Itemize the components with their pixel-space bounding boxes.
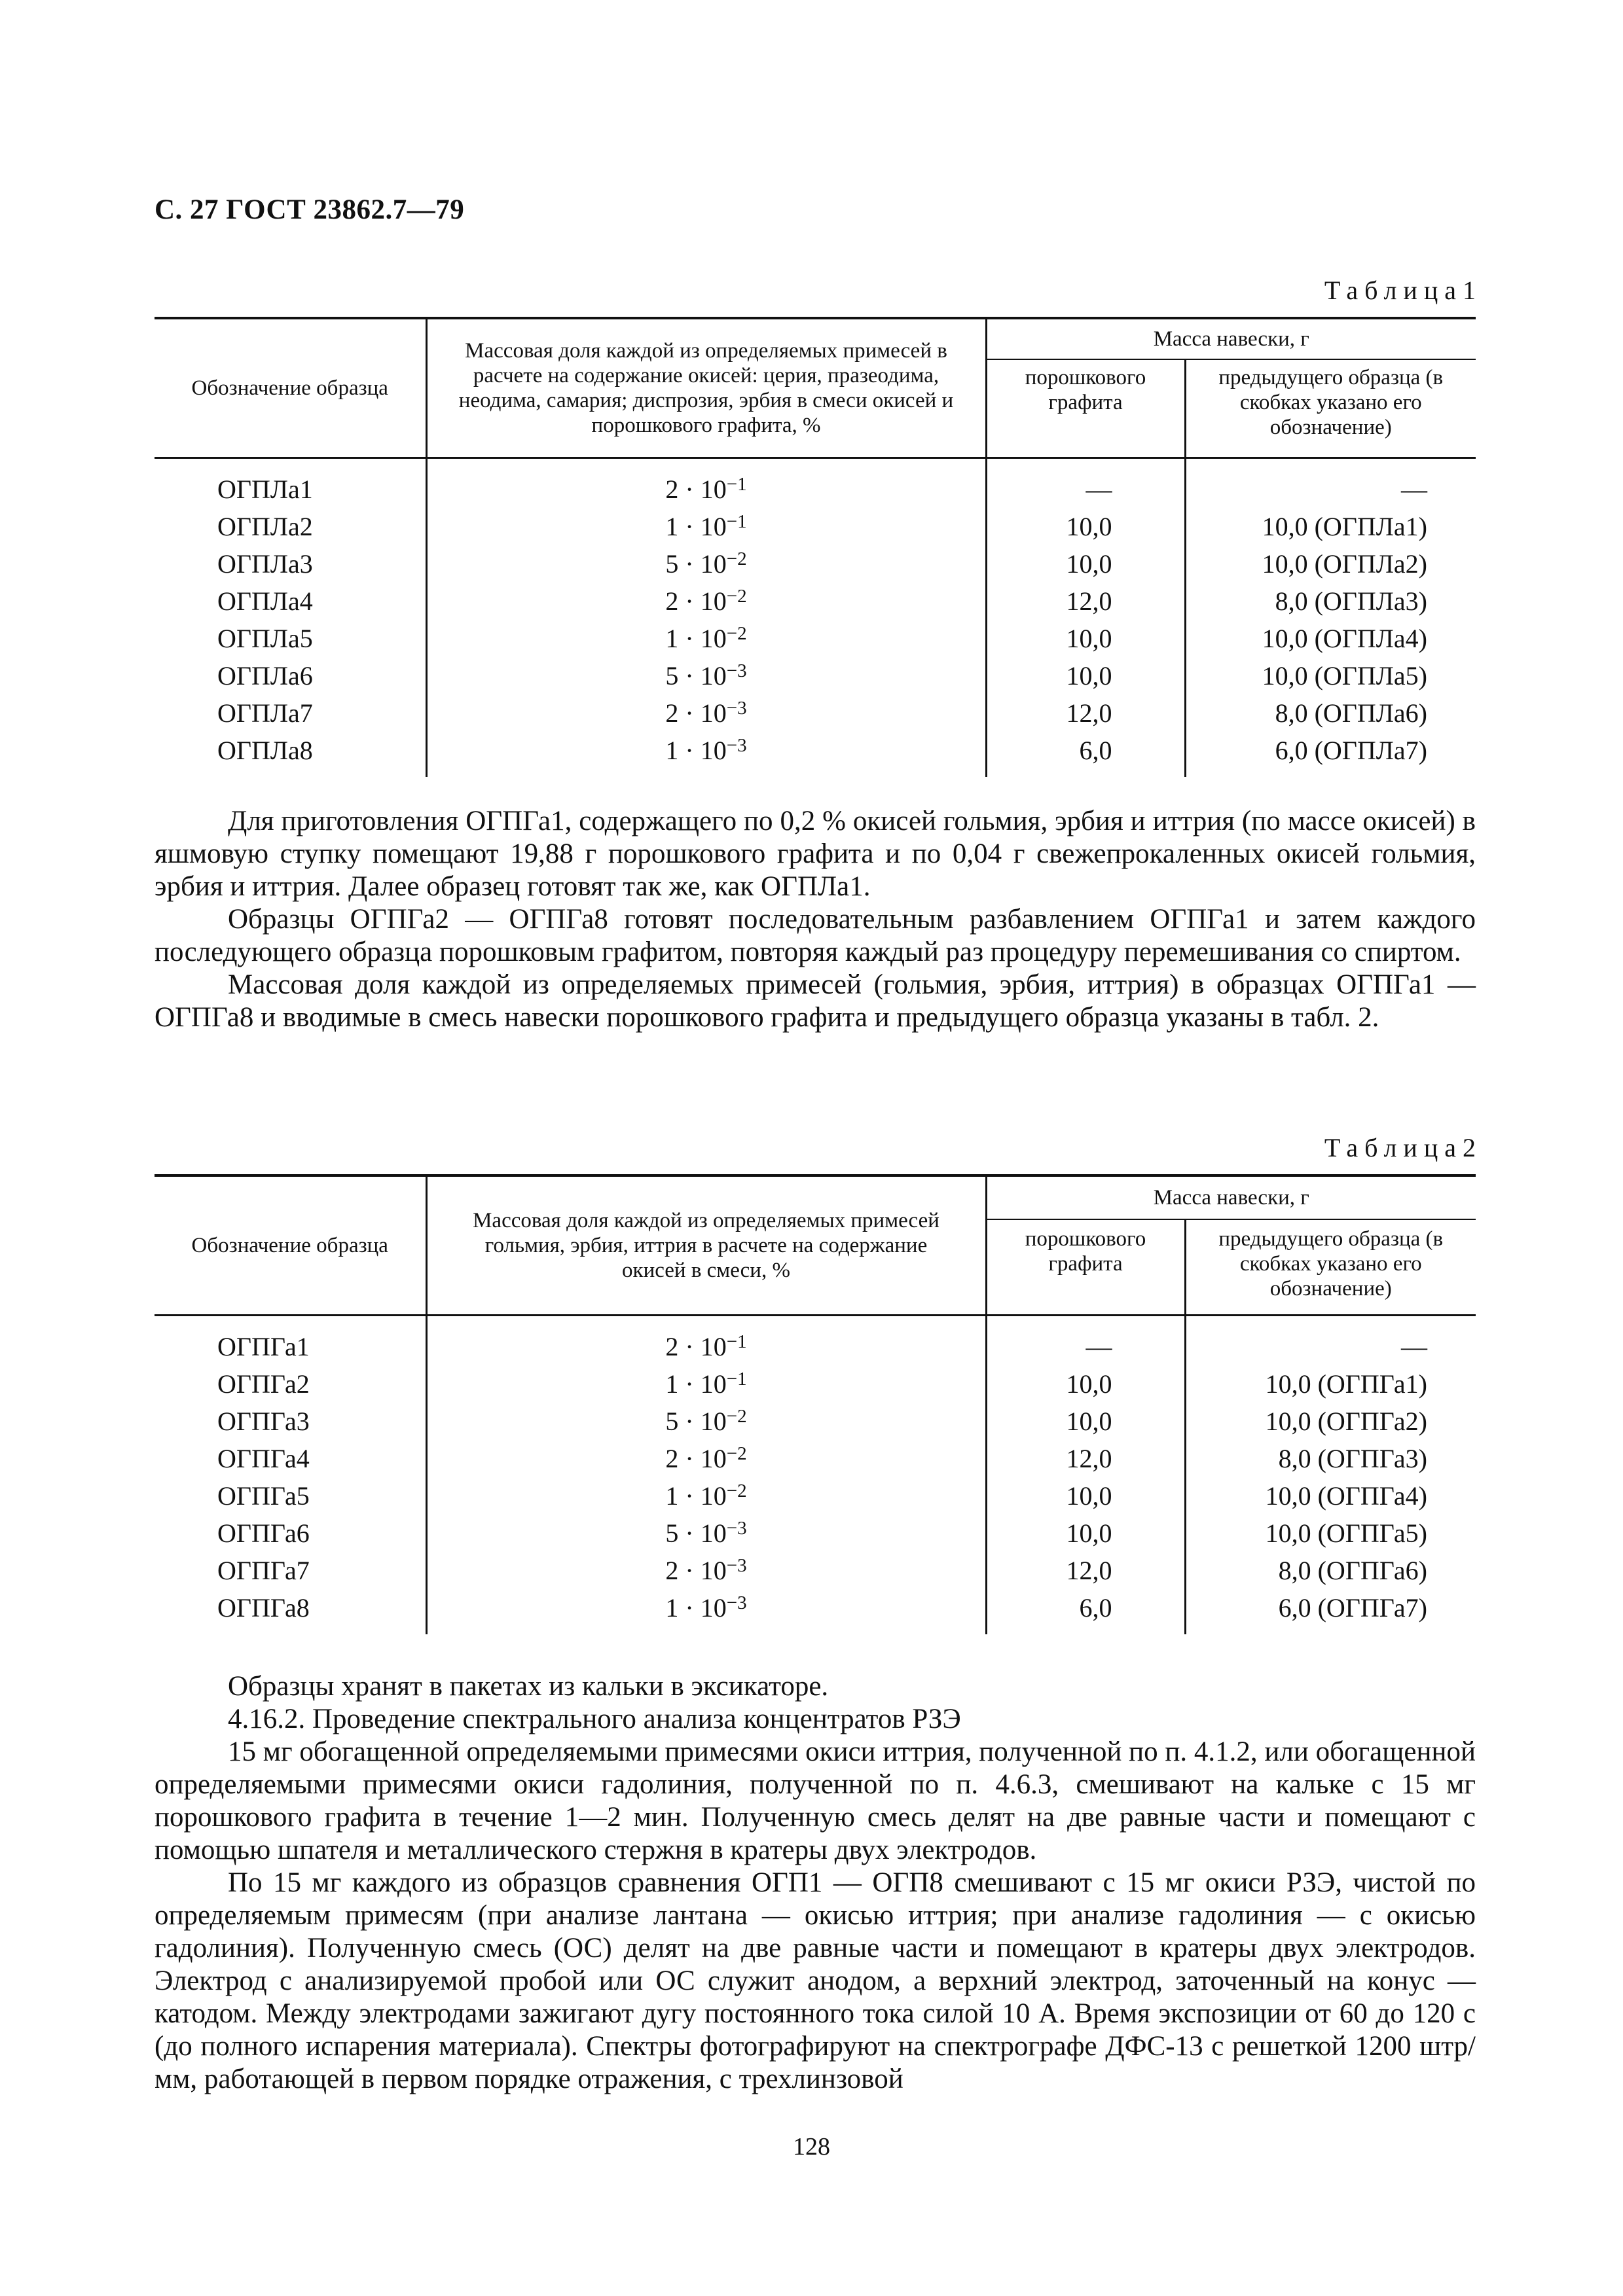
mantissa: 2 <box>665 1556 679 1585</box>
exponent: −3 <box>726 698 747 719</box>
times-sign: · 10 <box>678 661 727 691</box>
times-sign: · 10 <box>678 698 727 728</box>
table1 <box>155 317 1476 777</box>
sample-name: ОГПГа7 <box>217 1556 310 1585</box>
table-row <box>155 508 1476 545</box>
mass-fraction <box>426 1365 986 1403</box>
times-sign: · 10 <box>678 624 727 653</box>
mass-fraction <box>426 545 986 583</box>
previous-sample-mass: — <box>1185 1316 1476 1366</box>
paragraph: Для приготовления ОГПГа1, содержащего по 0,2 % окисей гольмия, эрбия и иттрия (по массе окисей) в яшмовую ступку помещают 19,88 г порошкового графита и по 0,04 г свежепрокаленных окисей гольмия, эрбия и иттрия. Далее образец готовят так же, как ОГПЛа1. <box>155 806 1476 902</box>
table-row <box>155 458 1476 509</box>
exponent: −3 <box>726 1555 747 1576</box>
table-row <box>155 1589 1476 1634</box>
times-sign: · 10 <box>678 549 727 579</box>
sample-name: ОГПГа1 <box>217 1332 310 1361</box>
mass-fraction <box>426 1589 986 1634</box>
mantissa: 5 <box>665 1407 679 1436</box>
table1-label <box>1324 275 1476 306</box>
sample-name: ОГПЛа8 <box>217 736 313 765</box>
sample-name: ОГПЛа7 <box>217 698 313 728</box>
previous-sample-mass: — <box>1185 458 1476 509</box>
mantissa: 1 <box>665 1593 679 1623</box>
mantissa: 5 <box>665 549 679 579</box>
graphite-mass: 12,0 <box>986 694 1185 732</box>
sample-name: ОГПГа2 <box>217 1369 310 1399</box>
sample-name: ОГПГа4 <box>217 1444 310 1473</box>
sample-name: ОГПЛа4 <box>217 586 313 616</box>
table2 <box>155 1174 1476 1634</box>
table2-label-number: 2 <box>1463 1133 1476 1162</box>
graphite-mass: 6,0 <box>986 1589 1185 1634</box>
exponent: −2 <box>726 586 747 607</box>
mass-fraction <box>426 583 986 620</box>
mass-fraction <box>426 657 986 694</box>
table-row <box>155 1365 1476 1403</box>
graphite-mass: — <box>986 1316 1185 1366</box>
times-sign: · 10 <box>678 1593 727 1623</box>
previous-sample-mass: 8,0 (ОГПЛа3) <box>1185 583 1476 620</box>
exponent: −3 <box>726 1592 747 1613</box>
exponent: −2 <box>726 1406 747 1427</box>
table1-body <box>155 458 1476 778</box>
times-sign: · 10 <box>678 1556 727 1585</box>
table2-body <box>155 1316 1476 1635</box>
mass-fraction <box>426 458 986 509</box>
mass-fraction <box>426 1316 986 1366</box>
table1-header-sample: Обозначение образца <box>155 318 426 458</box>
section-heading: 4.16.2. Проведение спектрального анализа концентратов РЗЭ <box>228 1704 961 1734</box>
previous-sample-mass: 6,0 (ОГПЛа7) <box>1185 732 1476 777</box>
mantissa: 2 <box>665 586 679 616</box>
table2-label-word: Таблица <box>1324 1133 1463 1162</box>
table-row <box>155 694 1476 732</box>
page-header: С. 27 ГОСТ 23862.7—79 <box>155 194 465 225</box>
table1-header-fraction: Массовая доля каждой из определяемых примесей в расчете на содержание окисей: церия, празеодима, неодима, самария; диспрозия, эрбия в смеси окисей и порошкового графита, % <box>426 318 986 458</box>
mantissa: 5 <box>665 661 679 691</box>
times-sign: · 10 <box>678 475 727 504</box>
table2-header-fraction: Массовая доля каждой из определяемых примесей гольмия, эрбия, иттрия в расчете на содержание окисей в смеси, % <box>426 1175 986 1316</box>
table-row <box>155 657 1476 694</box>
graphite-mass: — <box>986 458 1185 509</box>
table1-header-mass: Масса навески, г <box>986 318 1476 359</box>
table-row <box>155 1477 1476 1515</box>
paragraph: Массовая доля каждой из определяемых примесей (гольмия, эрбия, иттрия) в образцах ОГПГа1 — ОГПГа8 и вводимые в смесь навески порошкового графита и предыдущего образца указаны в табл. 2. <box>155 969 1476 1033</box>
previous-sample-mass: 10,0 (ОГПЛа4) <box>1185 620 1476 657</box>
table2-header-graphite: порошкового графита <box>986 1219 1185 1316</box>
graphite-mass: 6,0 <box>986 732 1185 777</box>
mass-fraction <box>426 1515 986 1552</box>
table2-label <box>1324 1132 1476 1163</box>
exponent: −3 <box>726 1518 747 1539</box>
mantissa: 1 <box>665 1481 679 1511</box>
middle-text <box>155 805 1476 1034</box>
mass-fraction <box>426 1440 986 1477</box>
table2-header-prev: предыдущего образца (в скобках указано его обозначение) <box>1185 1219 1476 1316</box>
previous-sample-mass: 8,0 (ОГПГа6) <box>1185 1552 1476 1589</box>
graphite-mass: 10,0 <box>986 1403 1185 1440</box>
sample-name: ОГПГа5 <box>217 1481 310 1511</box>
exponent: −3 <box>726 735 747 756</box>
previous-sample-mass: 10,0 (ОГПЛа2) <box>1185 545 1476 583</box>
sample-name: ОГПЛа6 <box>217 661 313 691</box>
table-row <box>155 1316 1476 1366</box>
sample-name: ОГПЛа1 <box>217 475 313 504</box>
mass-fraction <box>426 694 986 732</box>
sample-name: ОГПГа6 <box>217 1518 310 1548</box>
exponent: −3 <box>726 660 747 681</box>
graphite-mass: 10,0 <box>986 508 1185 545</box>
table1-header-prev: предыдущего образца (в скобках указано его обозначение) <box>1185 359 1476 458</box>
previous-sample-mass: 10,0 (ОГПГа2) <box>1185 1403 1476 1440</box>
table1-header-graphite: порошкового графита <box>986 359 1185 458</box>
times-sign: · 10 <box>678 1481 727 1511</box>
table-row <box>155 620 1476 657</box>
table-row <box>155 545 1476 583</box>
times-sign: · 10 <box>678 1407 727 1436</box>
paragraph: По 15 мг каждого из образцов сравнения ОГП1 — ОГП8 смешивают с 15 мг окиси РЗЭ, чистой по определяемым примесям (при анализе лантана — окисью иттрия; при анализе гадолиния — с окисью гадолиния). Полученную смесь (ОС) делят на две равные части и помещают в кратеры двух электродов. Электрод с анализируемой пробой или ОС служит анодом, а верхний электрод, заточенный на конус — катодом. Между электродами зажигают дугу постоянного тока силой 10 А. Время экспозиции от 60 до 120 с (до полного испарения материала). Спектры фотографируют на спектрографе ДФС-13 с решеткой 1200 штр/мм, работающей в первом порядке отражения, с трехлинзовой <box>155 1867 1476 2094</box>
mantissa: 5 <box>665 1518 679 1548</box>
times-sign: · 10 <box>678 1518 727 1548</box>
exponent: −2 <box>726 623 747 644</box>
graphite-mass: 10,0 <box>986 1365 1185 1403</box>
previous-sample-mass: 10,0 (ОГПГа4) <box>1185 1477 1476 1515</box>
table-row <box>155 1552 1476 1589</box>
exponent: −1 <box>726 511 747 532</box>
sample-name: ОГПГа8 <box>217 1593 310 1623</box>
paragraph: Образцы хранят в пакетах из кальки в эксикаторе. <box>228 1671 829 1702</box>
mantissa: 1 <box>665 1369 679 1399</box>
mass-fraction <box>426 1403 986 1440</box>
previous-sample-mass: 6,0 (ОГПГа7) <box>1185 1589 1476 1634</box>
mass-fraction <box>426 508 986 545</box>
times-sign: · 10 <box>678 736 727 765</box>
mass-fraction <box>426 1477 986 1515</box>
previous-sample-mass: 10,0 (ОГПГа5) <box>1185 1515 1476 1552</box>
exponent: −2 <box>726 1443 747 1464</box>
mass-fraction <box>426 732 986 777</box>
times-sign: · 10 <box>678 512 727 541</box>
exponent: −2 <box>726 1480 747 1501</box>
graphite-mass: 10,0 <box>986 620 1185 657</box>
sample-name: ОГПГа3 <box>217 1407 310 1436</box>
exponent: −1 <box>726 1331 747 1352</box>
graphite-mass: 10,0 <box>986 657 1185 694</box>
mass-fraction <box>426 620 986 657</box>
table-row <box>155 1515 1476 1552</box>
page-number: 128 <box>793 2133 830 2161</box>
mantissa: 2 <box>665 1444 679 1473</box>
graphite-mass: 12,0 <box>986 583 1185 620</box>
paragraph: 15 мг обогащенной определяемыми примесями окиси иттрия, полученной по п. 4.1.2, или обогащенной определяемыми примесями окиси гадолиния, полученной по п. 4.6.3, смешивают на кальке с 15 мг порошкового графита в течение 1—2 мин. Полученную смесь делят на две равные части и помещают с помощью шпателя и металлического стержня в кратеры двух электродов. <box>155 1736 1476 1865</box>
table-row <box>155 732 1476 777</box>
mantissa: 2 <box>665 1332 679 1361</box>
mantissa: 1 <box>665 736 679 765</box>
graphite-mass: 10,0 <box>986 1477 1185 1515</box>
times-sign: · 10 <box>678 1444 727 1473</box>
mantissa: 1 <box>665 512 679 541</box>
table-row <box>155 1440 1476 1477</box>
exponent: −1 <box>726 1369 747 1390</box>
previous-sample-mass: 10,0 (ОГПЛа5) <box>1185 657 1476 694</box>
bottom-text <box>155 1670 1476 2096</box>
mantissa: 1 <box>665 624 679 653</box>
previous-sample-mass: 10,0 (ОГПЛа1) <box>1185 508 1476 545</box>
previous-sample-mass: 10,0 (ОГПГа1) <box>1185 1365 1476 1403</box>
table1-label-word: Таблица <box>1324 276 1463 305</box>
graphite-mass: 10,0 <box>986 1515 1185 1552</box>
exponent: −2 <box>726 548 747 569</box>
previous-sample-mass: 8,0 (ОГПЛа6) <box>1185 694 1476 732</box>
paragraph: Образцы ОГПГа2 — ОГПГа8 готовят последовательным разбавлением ОГПГа1 и затем каждого последующего образца порошковым графитом, повторяя каждый раз процедуру перемешивания со спиртом. <box>155 904 1476 967</box>
mantissa: 2 <box>665 698 679 728</box>
mantissa: 2 <box>665 475 679 504</box>
table-row <box>155 583 1476 620</box>
graphite-mass: 12,0 <box>986 1552 1185 1589</box>
sample-name: ОГПЛа2 <box>217 512 313 541</box>
table2-header-sample: Обозначение образца <box>155 1175 426 1316</box>
sample-name: ОГПЛа5 <box>217 624 313 653</box>
mass-fraction <box>426 1552 986 1589</box>
sample-name: ОГПЛа3 <box>217 549 313 579</box>
graphite-mass: 10,0 <box>986 545 1185 583</box>
previous-sample-mass: 8,0 (ОГПГа3) <box>1185 1440 1476 1477</box>
graphite-mass: 12,0 <box>986 1440 1185 1477</box>
table-row <box>155 1403 1476 1440</box>
exponent: −1 <box>726 474 747 495</box>
times-sign: · 10 <box>678 1332 727 1361</box>
table1-label-number: 1 <box>1463 276 1476 305</box>
times-sign: · 10 <box>678 586 727 616</box>
table2-header-mass: Масса навески, г <box>986 1175 1476 1219</box>
times-sign: · 10 <box>678 1369 727 1399</box>
